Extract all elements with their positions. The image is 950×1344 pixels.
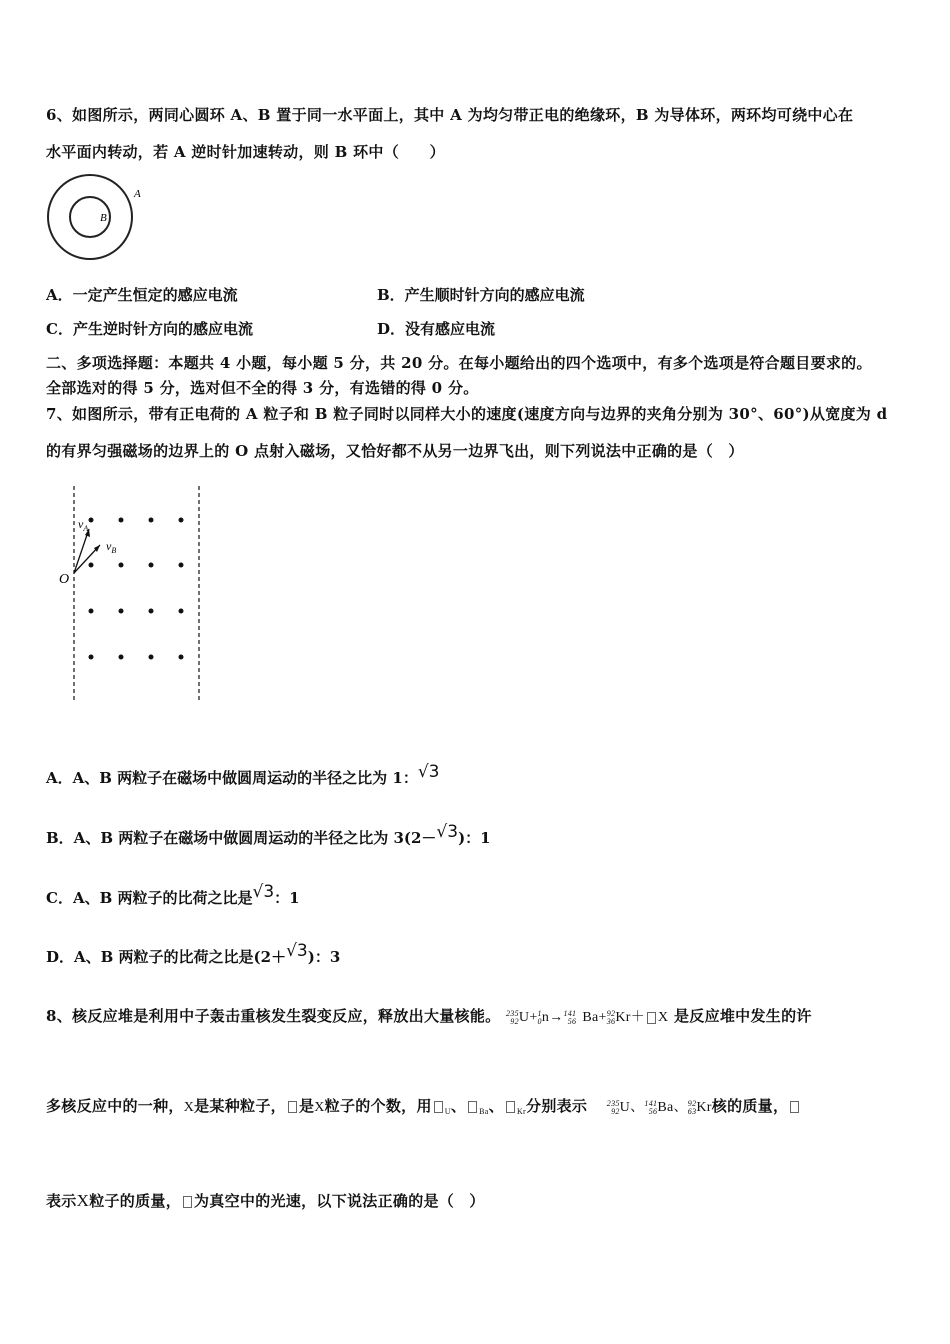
q8-line2-g: 核的质量， [711, 1097, 789, 1115]
nuclide-list: 235 92 U、 141 56 Ba、 92 63 Kr [606, 1098, 712, 1116]
placeholder-box [434, 1101, 443, 1113]
q6-concentric-rings-figure [46, 172, 146, 262]
q6-stem-line2: 水平面内转动，若 A 逆时针加速转动，则 B 环中（ ） [46, 143, 445, 161]
q6-stem-line1: 6、如图所示，两同心圆环 A、B 置于同一水平面上，其中 A 为均匀带正电的绝缘环，B 为导体环，两环均可绕中心在 [46, 106, 854, 124]
q8-line2-b: 是某种粒子， [194, 1097, 286, 1115]
q8-line3-b: 粒子的质量， [89, 1192, 181, 1210]
q8-line2-f: 分别表示 [526, 1097, 588, 1115]
placeholder-box [790, 1101, 799, 1113]
mass-sub-kr: Kr [516, 1107, 527, 1116]
sqrt3-symbol: √3 [436, 822, 459, 842]
q7-option-c-tail: ：1 [274, 889, 300, 907]
q7-magnetic-field-figure [52, 484, 212, 704]
q8-stem-line2 [46, 1095, 801, 1116]
q7-option-b-tail: )：1 [458, 829, 491, 847]
q8-line2-a: 多核反应中的一种， [46, 1097, 184, 1115]
ring-a [48, 175, 132, 259]
q8-stem-line1-tail: 是反应堆中发生的许 [673, 1007, 812, 1025]
q6-option-d[interactable]: D．没有感应电流 [377, 320, 496, 338]
field-dots [89, 518, 184, 660]
q6-option-c[interactable]: C．产生逆时针方向的感应电流 [46, 320, 253, 338]
origin-label: O [59, 572, 70, 587]
q8-line3-c: 为真空中的光速，以下说法正确的是（ ） [194, 1192, 485, 1210]
q7-stem-line2: 的有界匀强磁场的边界上的 O 点射入磁场，又恰好都不从另一边界飞出，则下列说法中正确的是（ ） [46, 442, 744, 460]
q7-option-a-text: A．A、B 两粒子在磁场中做圆周运动的半径之比为 1： [46, 769, 418, 787]
q8-stem-line3 [46, 1190, 485, 1211]
q7-option-a[interactable] [46, 762, 440, 788]
ring-a-label: A [134, 188, 141, 200]
separator: 、 [450, 1097, 467, 1115]
placeholder-box [506, 1101, 515, 1113]
q8-line2-c: 是 [298, 1097, 315, 1115]
separator: 、 [488, 1097, 504, 1115]
mass-sub-u: U [444, 1107, 451, 1116]
x-symbol: X [314, 1100, 325, 1115]
placeholder-box [288, 1101, 297, 1113]
q8-line2-e: 粒子的个数，用 [324, 1097, 432, 1115]
sqrt3-symbol: √3 [252, 882, 275, 902]
q7-option-d[interactable] [46, 941, 341, 967]
q7-option-c[interactable] [46, 882, 300, 908]
vb-label: $v_B$ [106, 539, 117, 555]
q7-option-d-tail: )：3 [307, 948, 341, 966]
q6-option-a[interactable]: A．一定产生恒定的感应电流 [46, 286, 238, 304]
q8-line3-a: 表示 [46, 1192, 77, 1210]
section2-header-line2: 全部选对的得 5 分，选对但不全的得 3 分，有选错的得 0 分。 [46, 379, 479, 397]
q7-option-c-text: C．A、B 两粒子的比荷之比是 [46, 889, 253, 907]
q7-stem-line1: 7、如图所示，带有正电荷的 A 粒子和 B 粒子同时以同样大小的速度(速度方向与边界的夹角分别为 30°、60°)从宽度为 d [46, 405, 888, 423]
q7-option-b-text: B．A、B 两粒子在磁场中做圆周运动的半径之比为 3(2－ [46, 829, 437, 847]
placeholder-box [183, 1196, 192, 1208]
sqrt3-symbol: √3 [286, 941, 308, 961]
mass-sub-ba: Ba [479, 1107, 489, 1116]
ring-b-label: B [100, 212, 107, 224]
sqrt3-symbol: √3 [417, 762, 440, 782]
placeholder-box [468, 1101, 477, 1113]
fission-equation: 235 92 U+ 1 0 n→ 141 56 Ba+ 92 36 Kr＋ X [505, 1008, 669, 1026]
q8-stem-line1 [46, 1005, 812, 1026]
q6-option-b[interactable]: B．产生顺时针方向的感应电流 [377, 286, 585, 304]
q8-stem-line1-text: 8、核反应堆是利用中子轰击重核发生裂变反应，释放出大量核能。 [46, 1007, 501, 1025]
section2-header-line1: 二、多项选择题：本题共 4 小题，每小题 5 分，共 20 分。在每小题给出的四个选项中，有多个选项是符合题目要求的。 [46, 354, 872, 372]
q7-option-d-text: D．A、B 两粒子的比荷之比是(2＋ [46, 948, 287, 966]
x-symbol: X [183, 1100, 195, 1115]
va-label: $v_A$ [78, 517, 89, 533]
q7-option-b[interactable] [46, 822, 491, 848]
x-symbol: X [76, 1191, 90, 1210]
placeholder-box [647, 1012, 656, 1024]
